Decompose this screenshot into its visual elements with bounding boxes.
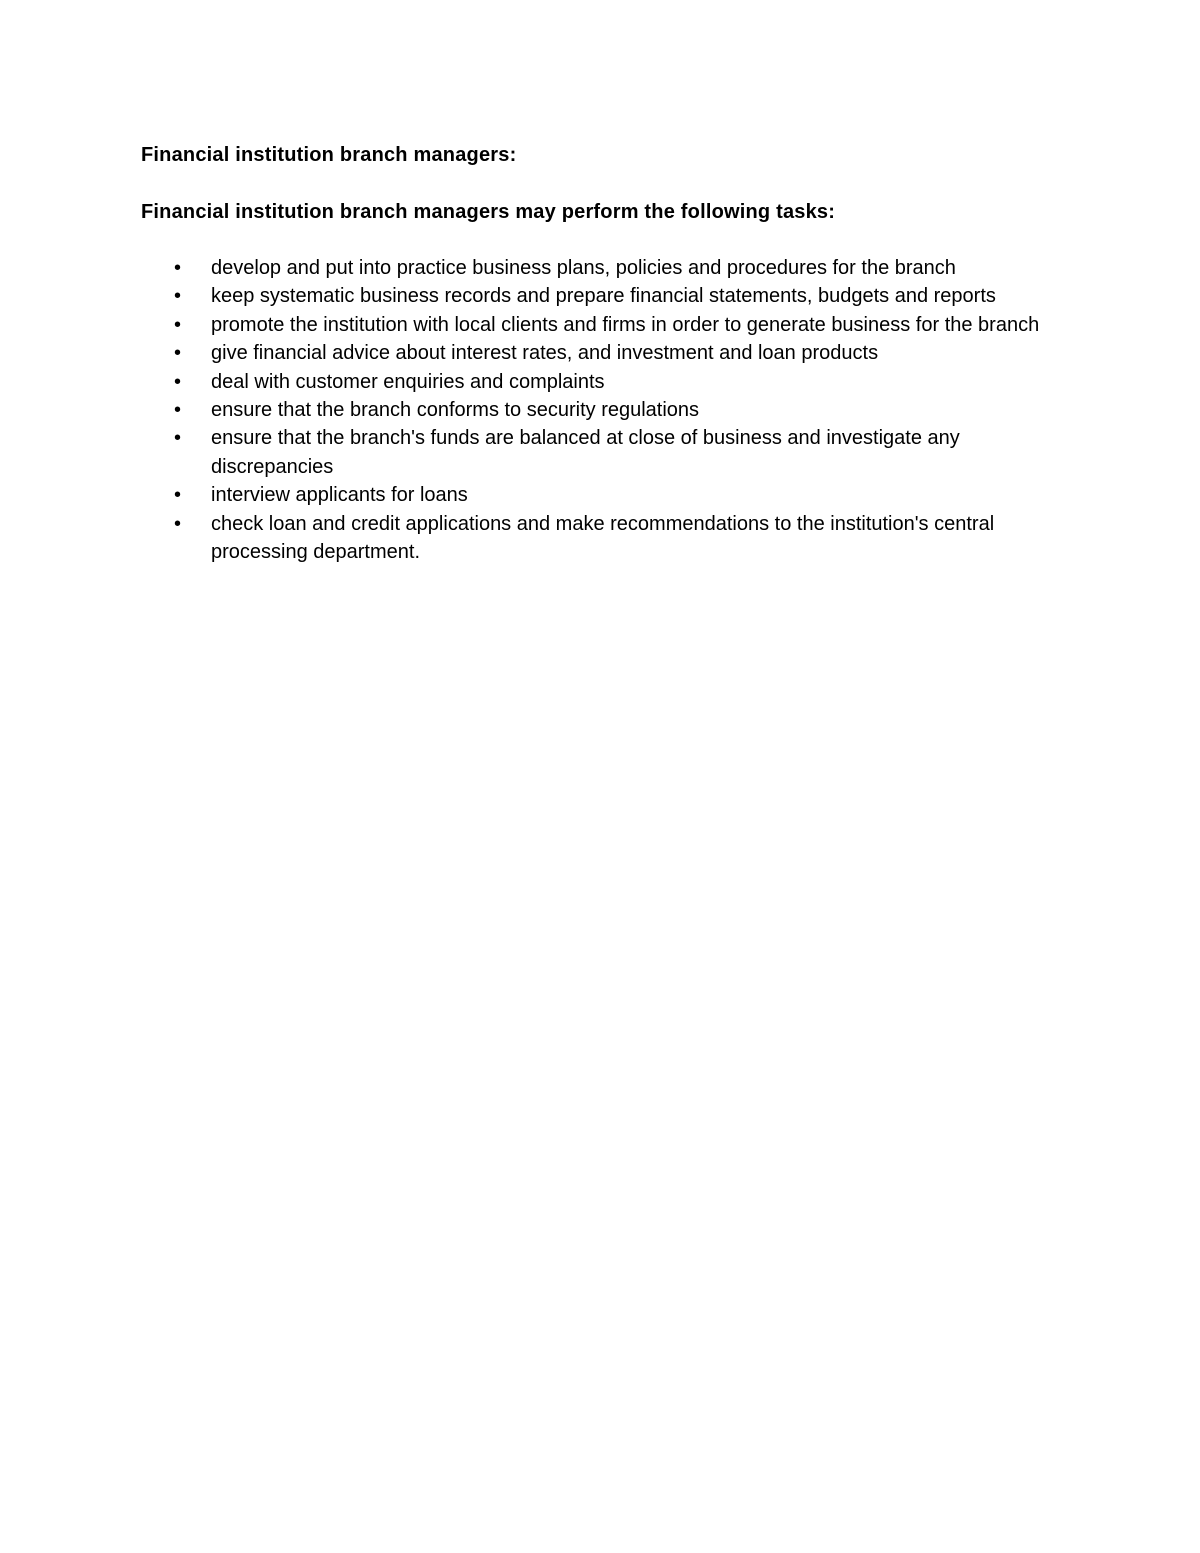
bullet-icon: • bbox=[174, 342, 182, 365]
task-text: interview applicants for loans bbox=[211, 484, 468, 507]
bullet-icon: • bbox=[174, 257, 182, 279]
task-text: ensure that the branch's funds are balanced at close of business and investigate any discrepancies bbox=[211, 427, 960, 478]
bullet-icon: • bbox=[174, 512, 182, 535]
task-text: develop and put into practice business plans, policies and procedures for the branch bbox=[211, 257, 956, 279]
section-heading: Financial institution branch managers may perform the following tasks: bbox=[141, 201, 836, 223]
task-text: check loan and credit applications and make recommendations to the institution's central processing department. bbox=[211, 512, 995, 564]
task-text: give financial advice about interest rates, and investment and loan products bbox=[211, 342, 879, 365]
list-item bbox=[141, 481, 1081, 509]
list-item bbox=[141, 311, 1081, 339]
task-text: keep systematic business records and prepare financial statements, budgets and reports bbox=[211, 285, 996, 308]
page-title: Financial institution branch managers: bbox=[141, 144, 517, 166]
bullet-icon: • bbox=[174, 484, 182, 507]
task-list bbox=[141, 254, 1081, 566]
list-item bbox=[141, 510, 1081, 567]
task-text: ensure that the branch conforms to security regulations bbox=[211, 399, 700, 422]
bullet-icon: • bbox=[174, 399, 182, 422]
list-item bbox=[141, 254, 1081, 282]
list-item bbox=[141, 282, 1081, 310]
bullet-icon: • bbox=[174, 427, 182, 450]
task-text: promote the institution with local clients and firms in order to generate business for the branch bbox=[211, 313, 1040, 336]
bullet-icon: • bbox=[174, 285, 182, 308]
list-item bbox=[141, 396, 1081, 424]
list-item bbox=[141, 424, 1081, 481]
bullet-icon: • bbox=[174, 313, 182, 336]
list-item bbox=[141, 368, 1081, 396]
task-text: deal with customer enquiries and complaints bbox=[211, 370, 605, 393]
list-item bbox=[141, 339, 1081, 367]
bullet-icon: • bbox=[174, 370, 182, 393]
